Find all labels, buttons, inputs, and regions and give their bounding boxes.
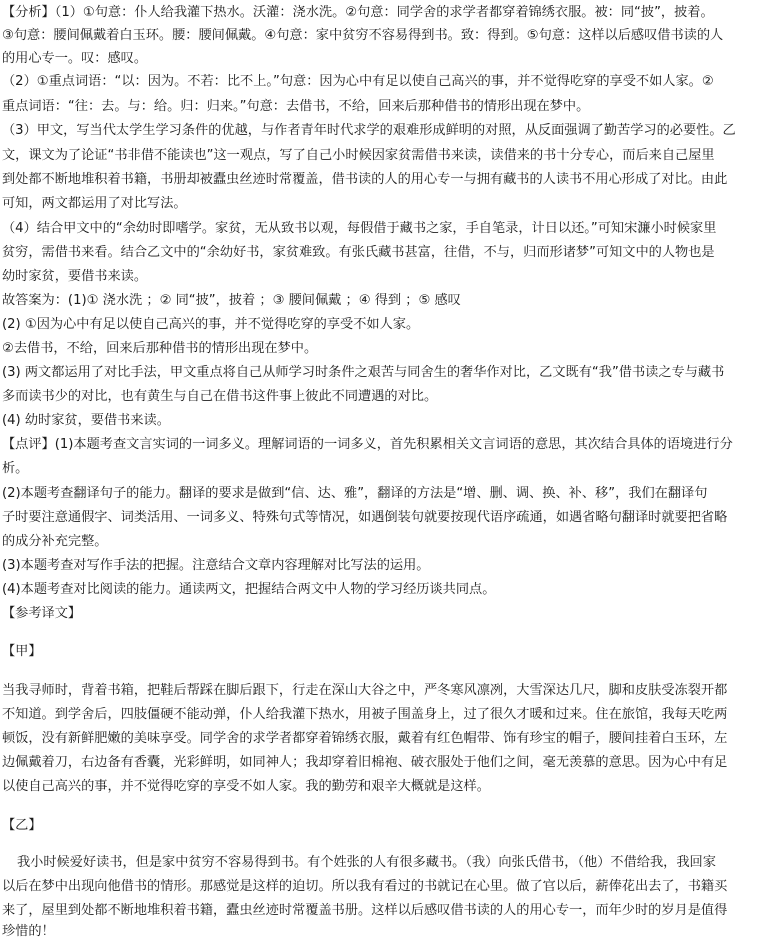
analysis-line: （2）①重点词语：“以：因为。不若：比不上。”句意：因为心中有足以使自己高兴的事，并不觉得吃穿的享受不如人家。② <box>2 74 714 89</box>
comment-line: (4)本题考查对比阅读的能力。通读两文，把握结合两文中人物的学习经历谈共同点。 <box>2 582 496 597</box>
answer-line: (2) ①因为心中有足以使自己高兴的事，并不觉得吃穿的享受不如人家。 <box>2 317 420 332</box>
reference-title: 【参考译文】 <box>2 606 82 621</box>
jia-line: 当我寻师时，背着书箱，把鞋后帮踩在脚后跟下，行走在深山大谷之中，严冬寒风凛冽，大雪深达几尺，脚和皮肤受冻裂开都 <box>2 683 728 698</box>
answer-line: (3) 两文都运用了对比手法，甲文重点将自己从师学习时条件之艰苦与同舍生的奢华作对比，乙文既有“我”借书读之专与藏书 <box>2 365 725 380</box>
analysis-line: （4）结合甲文中的“余幼时即嗜学。家贫，无从致书以观，每假借于藏书之家，手自笔录，计日以还。”可知宋濂小时候家里 <box>2 221 717 236</box>
jia-title: 【甲】 <box>2 644 42 659</box>
yi-title: 【乙】 <box>2 818 42 833</box>
analysis-line: 到处都不断地堆积着书籍，书册却被蠹虫丝迹时常覆盖，借书读的人的用心专一与拥有藏书的人读书不用心形成了对比。由此 <box>2 172 728 187</box>
analysis-line: （3）甲文，写当代太学生学习条件的优越，与作者青年时代求学的艰难形成鲜明的对照，从反面强调了勤苦学习的必要性。乙 <box>2 123 736 138</box>
comment-line: 子时要注意通假字、词类活用、一词多义、特殊句式等情况，如遇倒装句就要按现代语序疏通，如遇省略句翻译时就要把省略 <box>2 510 728 525</box>
answer-line: (4) 幼时家贫，要借书来读。 <box>2 413 170 428</box>
jia-line: 边佩戴着刀，右边备有香囊，光彩鲜明，如同神人；我却穿着旧棉袍、破衣服处于他们之间，毫无羡慕的意思。因为心中有足 <box>2 755 728 770</box>
comment-line: (3)本题考查对写作手法的把握。注意结合文章内容理解对比写法的运用。 <box>2 558 430 573</box>
analysis-line: ③句意：腰间佩戴着白玉环。腰：腰间佩戴。④句意：家中贫穷不容易得到书。致：得到。⑤句意：这样以后感叹借书读的人 <box>2 28 724 43</box>
analysis-line: 文，课文为了论证“书非借不能读也”这一观点，写了自己小时候因家贫需借书来读，读借来的书十分专心，而后来自己屋里 <box>2 148 715 163</box>
yi-line: 以后在梦中出现向他借书的情形。那感觉是这样的迫切。所以我有看过的书就记在心里。做了官以后，薪俸花出去了，书籍买 <box>2 879 728 894</box>
comment-line: 析。 <box>2 461 29 476</box>
comment-line: 的成分补充完整。 <box>2 534 108 549</box>
analysis-line: 贫穷，需借书来看。结合乙文中的“余幼好书，家贫难致。有张氏藏书甚富，往借，不与，归而形诸梦”可知文中的人物也是 <box>2 245 715 260</box>
comment-line: 【点评】(1)本题考查文言实词的一词多义。理解词语的一词多义，首先积累相关文言词语的意思，其次结合具体的语境进行分 <box>2 437 733 452</box>
yi-line: 来了，屋里到处都不断地堆积着书籍，蠹虫丝迹时常覆盖书册。这样以后感叹借书读的人的用心专一，而年少时的岁月是值得 <box>2 903 728 918</box>
jia-line: 以使自己高兴的事，并不觉得吃穿的享受不如人家。我的勤劳和艰辛大概就是这样。 <box>2 779 490 794</box>
yi-line: 我小时候爱好读书，但是家中贫穷不容易得到书。有个姓张的人有很多藏书。（我）向张氏借书，（他）不借给我，我回家 <box>17 855 716 870</box>
jia-line: 顿饭，没有新鲜肥嫩的美味享受。同学舍的求学者都穿着锦绣衣服，戴着有红色帽带、饰有珍宝的帽子，腰间挂着白玉环，左 <box>2 731 728 746</box>
analysis-line: 幼时家贫，要借书来读。 <box>2 269 148 284</box>
analysis-line: 的用心专一。叹：感叹。 <box>2 51 148 66</box>
answer-line: ②去借书，不给，回来后那种借书的情形出现在梦中。 <box>2 341 318 356</box>
yi-line: 珍惜的！ <box>2 924 55 939</box>
analysis-line: 可知，两文都运用了对比写法。 <box>2 196 187 211</box>
answer-line: 多而读书少的对比，也有黄生与自己在借书这件事上彼此不同遭遇的对比。 <box>2 389 438 404</box>
analysis-line: 重点词语：“往：去。与：给。归：归来。”句意：去借书，不给，回来后那种借书的情形出现在梦中。 <box>2 99 590 114</box>
comment-line: (2)本题考查翻译句子的能力。翻译的要求是做到“信、达、雅”，翻译的方法是“增、删、调、换、补、移”，我们在翻译句 <box>2 486 708 501</box>
answer-line: 故答案为：(1)① 浇水洗 ；② 同“披”，披着 ；③ 腰间佩戴 ；④ 得到 ；⑤ 感叹 <box>2 293 461 308</box>
analysis-line: 【分析】（1）①句意：仆人给我灌下热水。沃灌：浇水洗。②句意：同学舍的求学者都穿着锦绣衣服。被：同“披”，披着。 <box>2 5 714 20</box>
jia-line: 不知道。到学舍后，四肢僵硬不能动弹，仆人给我灌下热水，用被子围盖身上，过了很久才暖和过来。住在旅馆，我每天吃两 <box>2 707 728 722</box>
